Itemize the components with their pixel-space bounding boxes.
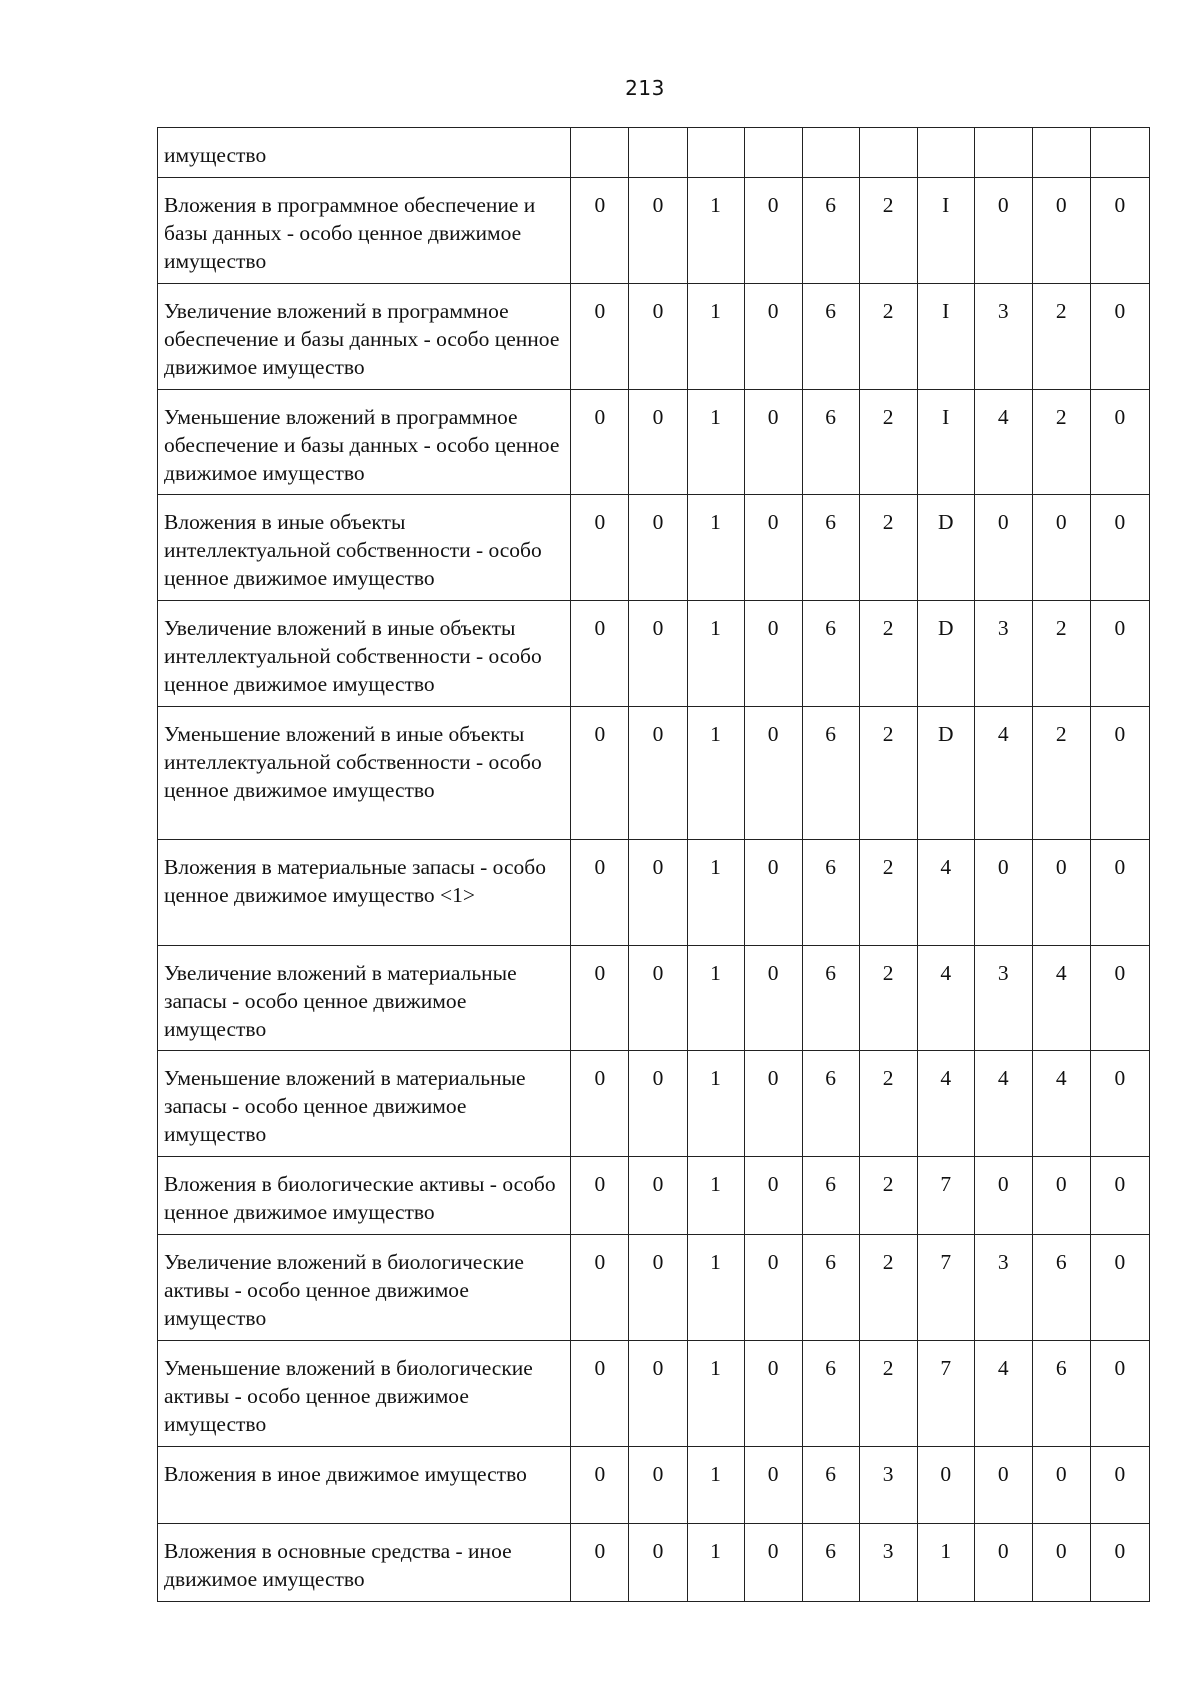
code-digit-cell: 1 [687,1447,744,1524]
code-digit-cell [974,128,1032,178]
account-name-cell: Увеличение вложений в программное обеспечение и базы данных - особо ценное движимое имущество [158,284,571,390]
code-digit-cell: 0 [744,1051,802,1157]
code-digit-cell: 7 [917,1157,974,1235]
code-digit-cell: 0 [571,707,629,840]
code-digit-cell: 2 [859,840,917,946]
code-digit-cell: 0 [1032,1524,1090,1602]
code-digit-cell: 0 [744,390,802,495]
table-row [158,390,1150,495]
table-row [158,1447,1150,1524]
code-digit-cell: 0 [629,1447,687,1524]
code-digit-cell: 0 [629,946,687,1051]
code-digit-cell: 4 [917,1051,974,1157]
code-digit-cell: 0 [1090,1341,1149,1447]
code-digit-cell: 0 [744,707,802,840]
account-name-cell: Увеличение вложений в биологические активы - особо ценное движимое имущество [158,1235,571,1341]
code-digit-cell: I [917,284,974,390]
code-digit-cell: 0 [974,840,1032,946]
account-name-cell: Уменьшение вложений в биологические активы - особо ценное движимое имущество [158,1341,571,1447]
code-digit-cell: 0 [974,1157,1032,1235]
code-digit-cell: 0 [629,284,687,390]
table-row [158,840,1150,946]
table-row [158,1051,1150,1157]
code-digit-cell: 0 [744,1524,802,1602]
code-digit-cell: 0 [1032,1447,1090,1524]
code-digit-cell: 0 [1090,1524,1149,1602]
code-digit-cell [859,128,917,178]
code-digit-cell: 0 [571,601,629,707]
account-name-cell: Увеличение вложений в материальные запасы - особо ценное движимое имущество [158,946,571,1051]
code-digit-cell: 0 [629,495,687,601]
table-row [158,495,1150,601]
code-digit-cell: 1 [687,178,744,284]
code-digit-cell: 3 [974,601,1032,707]
code-digit-cell: 6 [802,284,859,390]
code-digit-cell: 6 [802,707,859,840]
code-digit-cell: 3 [859,1447,917,1524]
code-digit-cell: 0 [744,1447,802,1524]
account-name-cell: Уменьшение вложений в иные объекты интеллектуальной собственности - особо ценное движимое имущество [158,707,571,840]
code-digit-cell: 6 [1032,1341,1090,1447]
code-digit-cell: 1 [687,284,744,390]
code-digit-cell: 2 [1032,390,1090,495]
code-digit-cell: 0 [571,1341,629,1447]
page-number: 213 [625,76,665,100]
code-digit-cell: 0 [974,1447,1032,1524]
code-digit-cell: 2 [859,1157,917,1235]
code-digit-cell [744,128,802,178]
table-row [158,128,1150,178]
account-name-cell: Уменьшение вложений в материальные запасы - особо ценное движимое имущество [158,1051,571,1157]
code-digit-cell [629,128,687,178]
code-digit-cell: 0 [1090,1235,1149,1341]
account-name-cell: Уменьшение вложений в программное обеспечение и базы данных - особо ценное движимое имущество [158,390,571,495]
code-digit-cell: I [917,390,974,495]
code-digit-cell: 1 [687,1157,744,1235]
code-digit-cell: 1 [687,495,744,601]
code-digit-cell: 0 [1032,840,1090,946]
code-digit-cell: 2 [859,601,917,707]
code-digit-cell: 3 [859,1524,917,1602]
account-name-cell: Вложения в иное движимое имущество [158,1447,571,1524]
table-body [158,128,1150,1602]
code-digit-cell: 4 [974,1051,1032,1157]
code-digit-cell: 2 [1032,601,1090,707]
code-digit-cell: 2 [859,1235,917,1341]
code-digit-cell: 1 [687,1235,744,1341]
code-digit-cell: 0 [629,390,687,495]
code-digit-cell: 2 [859,1341,917,1447]
code-digit-cell: 3 [974,284,1032,390]
account-name-cell: Вложения в иные объекты интеллектуальной собственности - особо ценное движимое имущество [158,495,571,601]
code-digit-cell: 0 [571,390,629,495]
code-digit-cell: 0 [1090,1447,1149,1524]
code-digit-cell: 0 [1090,495,1149,601]
code-digit-cell: 2 [859,178,917,284]
code-digit-cell: 4 [1032,1051,1090,1157]
code-digit-cell: 0 [571,495,629,601]
table-row [158,707,1150,840]
code-digit-cell: 3 [974,946,1032,1051]
code-digit-cell: 4 [917,840,974,946]
table-row [158,1524,1150,1602]
code-digit-cell [802,128,859,178]
code-digit-cell: 0 [744,1157,802,1235]
account-name-cell: Вложения в программное обеспечение и базы данных - особо ценное движимое имущество [158,178,571,284]
code-digit-cell: 6 [802,1341,859,1447]
code-digit-cell: 1 [687,840,744,946]
code-digit-cell [571,128,629,178]
code-digit-cell: 2 [859,946,917,1051]
table-row [158,284,1150,390]
code-digit-cell: 4 [917,946,974,1051]
code-digit-cell [1032,128,1090,178]
code-digit-cell: D [917,495,974,601]
account-name-cell: Вложения в материальные запасы - особо ценное движимое имущество <1> [158,840,571,946]
code-digit-cell: 6 [802,1235,859,1341]
table-row [158,946,1150,1051]
code-digit-cell: 6 [802,946,859,1051]
code-digit-cell: 4 [974,707,1032,840]
code-digit-cell: D [917,601,974,707]
code-digit-cell: 7 [917,1235,974,1341]
code-digit-cell: 2 [859,284,917,390]
code-digit-cell: 6 [802,1051,859,1157]
code-digit-cell: 0 [629,1341,687,1447]
code-digit-cell: 0 [744,1235,802,1341]
code-digit-cell: 1 [687,707,744,840]
code-digit-cell: 0 [629,1524,687,1602]
account-name-cell: Увеличение вложений в иные объекты интеллектуальной собственности - особо ценное движимое имущество [158,601,571,707]
code-digit-cell: 6 [802,495,859,601]
code-digit-cell: 7 [917,1341,974,1447]
code-digit-cell: 0 [1032,495,1090,601]
account-codes-table [157,127,1150,1602]
code-digit-cell: 0 [571,178,629,284]
code-digit-cell: 0 [629,840,687,946]
code-digit-cell: 2 [859,1051,917,1157]
code-digit-cell: 0 [629,1051,687,1157]
code-digit-cell: 0 [974,495,1032,601]
code-digit-cell: 0 [1090,840,1149,946]
code-digit-cell: 0 [629,178,687,284]
code-digit-cell: 2 [859,707,917,840]
code-digit-cell: 6 [802,601,859,707]
table-row [158,1157,1150,1235]
code-digit-cell: 4 [1032,946,1090,1051]
code-digit-cell: 0 [744,946,802,1051]
code-digit-cell [917,128,974,178]
code-digit-cell: 4 [974,1341,1032,1447]
code-digit-cell: 6 [1032,1235,1090,1341]
table-row [158,1235,1150,1341]
code-digit-cell: 0 [629,1235,687,1341]
code-digit-cell: 6 [802,1447,859,1524]
code-digit-cell: 0 [974,178,1032,284]
code-digit-cell: 0 [1090,390,1149,495]
code-digit-cell: 2 [859,495,917,601]
code-digit-cell: 0 [917,1447,974,1524]
account-name-cell: Вложения в основные средства - иное движимое имущество [158,1524,571,1602]
table-row [158,1341,1150,1447]
code-digit-cell: 0 [974,1524,1032,1602]
code-digit-cell [687,128,744,178]
code-digit-cell: 0 [1090,1157,1149,1235]
code-digit-cell: 0 [629,1157,687,1235]
code-digit-cell: 6 [802,1157,859,1235]
code-digit-cell: 2 [1032,284,1090,390]
code-digit-cell: I [917,178,974,284]
code-digit-cell: 0 [571,840,629,946]
code-digit-cell: 0 [744,495,802,601]
code-digit-cell: 6 [802,390,859,495]
code-digit-cell: 0 [1090,707,1149,840]
code-digit-cell: 3 [974,1235,1032,1341]
code-digit-cell: 0 [1032,178,1090,284]
code-digit-cell: 2 [1032,707,1090,840]
code-digit-cell: 1 [687,1051,744,1157]
table-row [158,601,1150,707]
code-digit-cell: 0 [571,1524,629,1602]
code-digit-cell: 0 [744,601,802,707]
code-digit-cell: 0 [629,707,687,840]
account-name-cell: имущество [158,128,571,178]
code-digit-cell: 0 [571,284,629,390]
code-digit-cell: 0 [1090,284,1149,390]
code-digit-cell: 0 [744,840,802,946]
code-digit-cell: D [917,707,974,840]
code-digit-cell: 0 [1032,1157,1090,1235]
code-digit-cell: 2 [859,390,917,495]
code-digit-cell: 1 [917,1524,974,1602]
code-digit-cell: 0 [1090,601,1149,707]
code-digit-cell: 0 [571,1051,629,1157]
code-digit-cell: 0 [571,1157,629,1235]
code-digit-cell: 1 [687,946,744,1051]
code-digit-cell: 6 [802,178,859,284]
code-digit-cell: 1 [687,1524,744,1602]
code-digit-cell: 0 [571,1447,629,1524]
code-digit-cell: 0 [629,601,687,707]
code-digit-cell: 1 [687,1341,744,1447]
code-digit-cell: 0 [1090,946,1149,1051]
table-row [158,178,1150,284]
code-digit-cell: 0 [744,178,802,284]
code-digit-cell: 0 [744,1341,802,1447]
code-digit-cell: 0 [571,1235,629,1341]
code-digit-cell: 1 [687,601,744,707]
code-digit-cell: 0 [1090,1051,1149,1157]
code-digit-cell: 4 [974,390,1032,495]
code-digit-cell: 6 [802,1524,859,1602]
account-name-cell: Вложения в биологические активы - особо ценное движимое имущество [158,1157,571,1235]
code-digit-cell: 6 [802,840,859,946]
code-digit-cell: 1 [687,390,744,495]
code-digit-cell: 0 [1090,178,1149,284]
code-digit-cell: 0 [571,946,629,1051]
code-digit-cell: 0 [744,284,802,390]
code-digit-cell [1090,128,1149,178]
